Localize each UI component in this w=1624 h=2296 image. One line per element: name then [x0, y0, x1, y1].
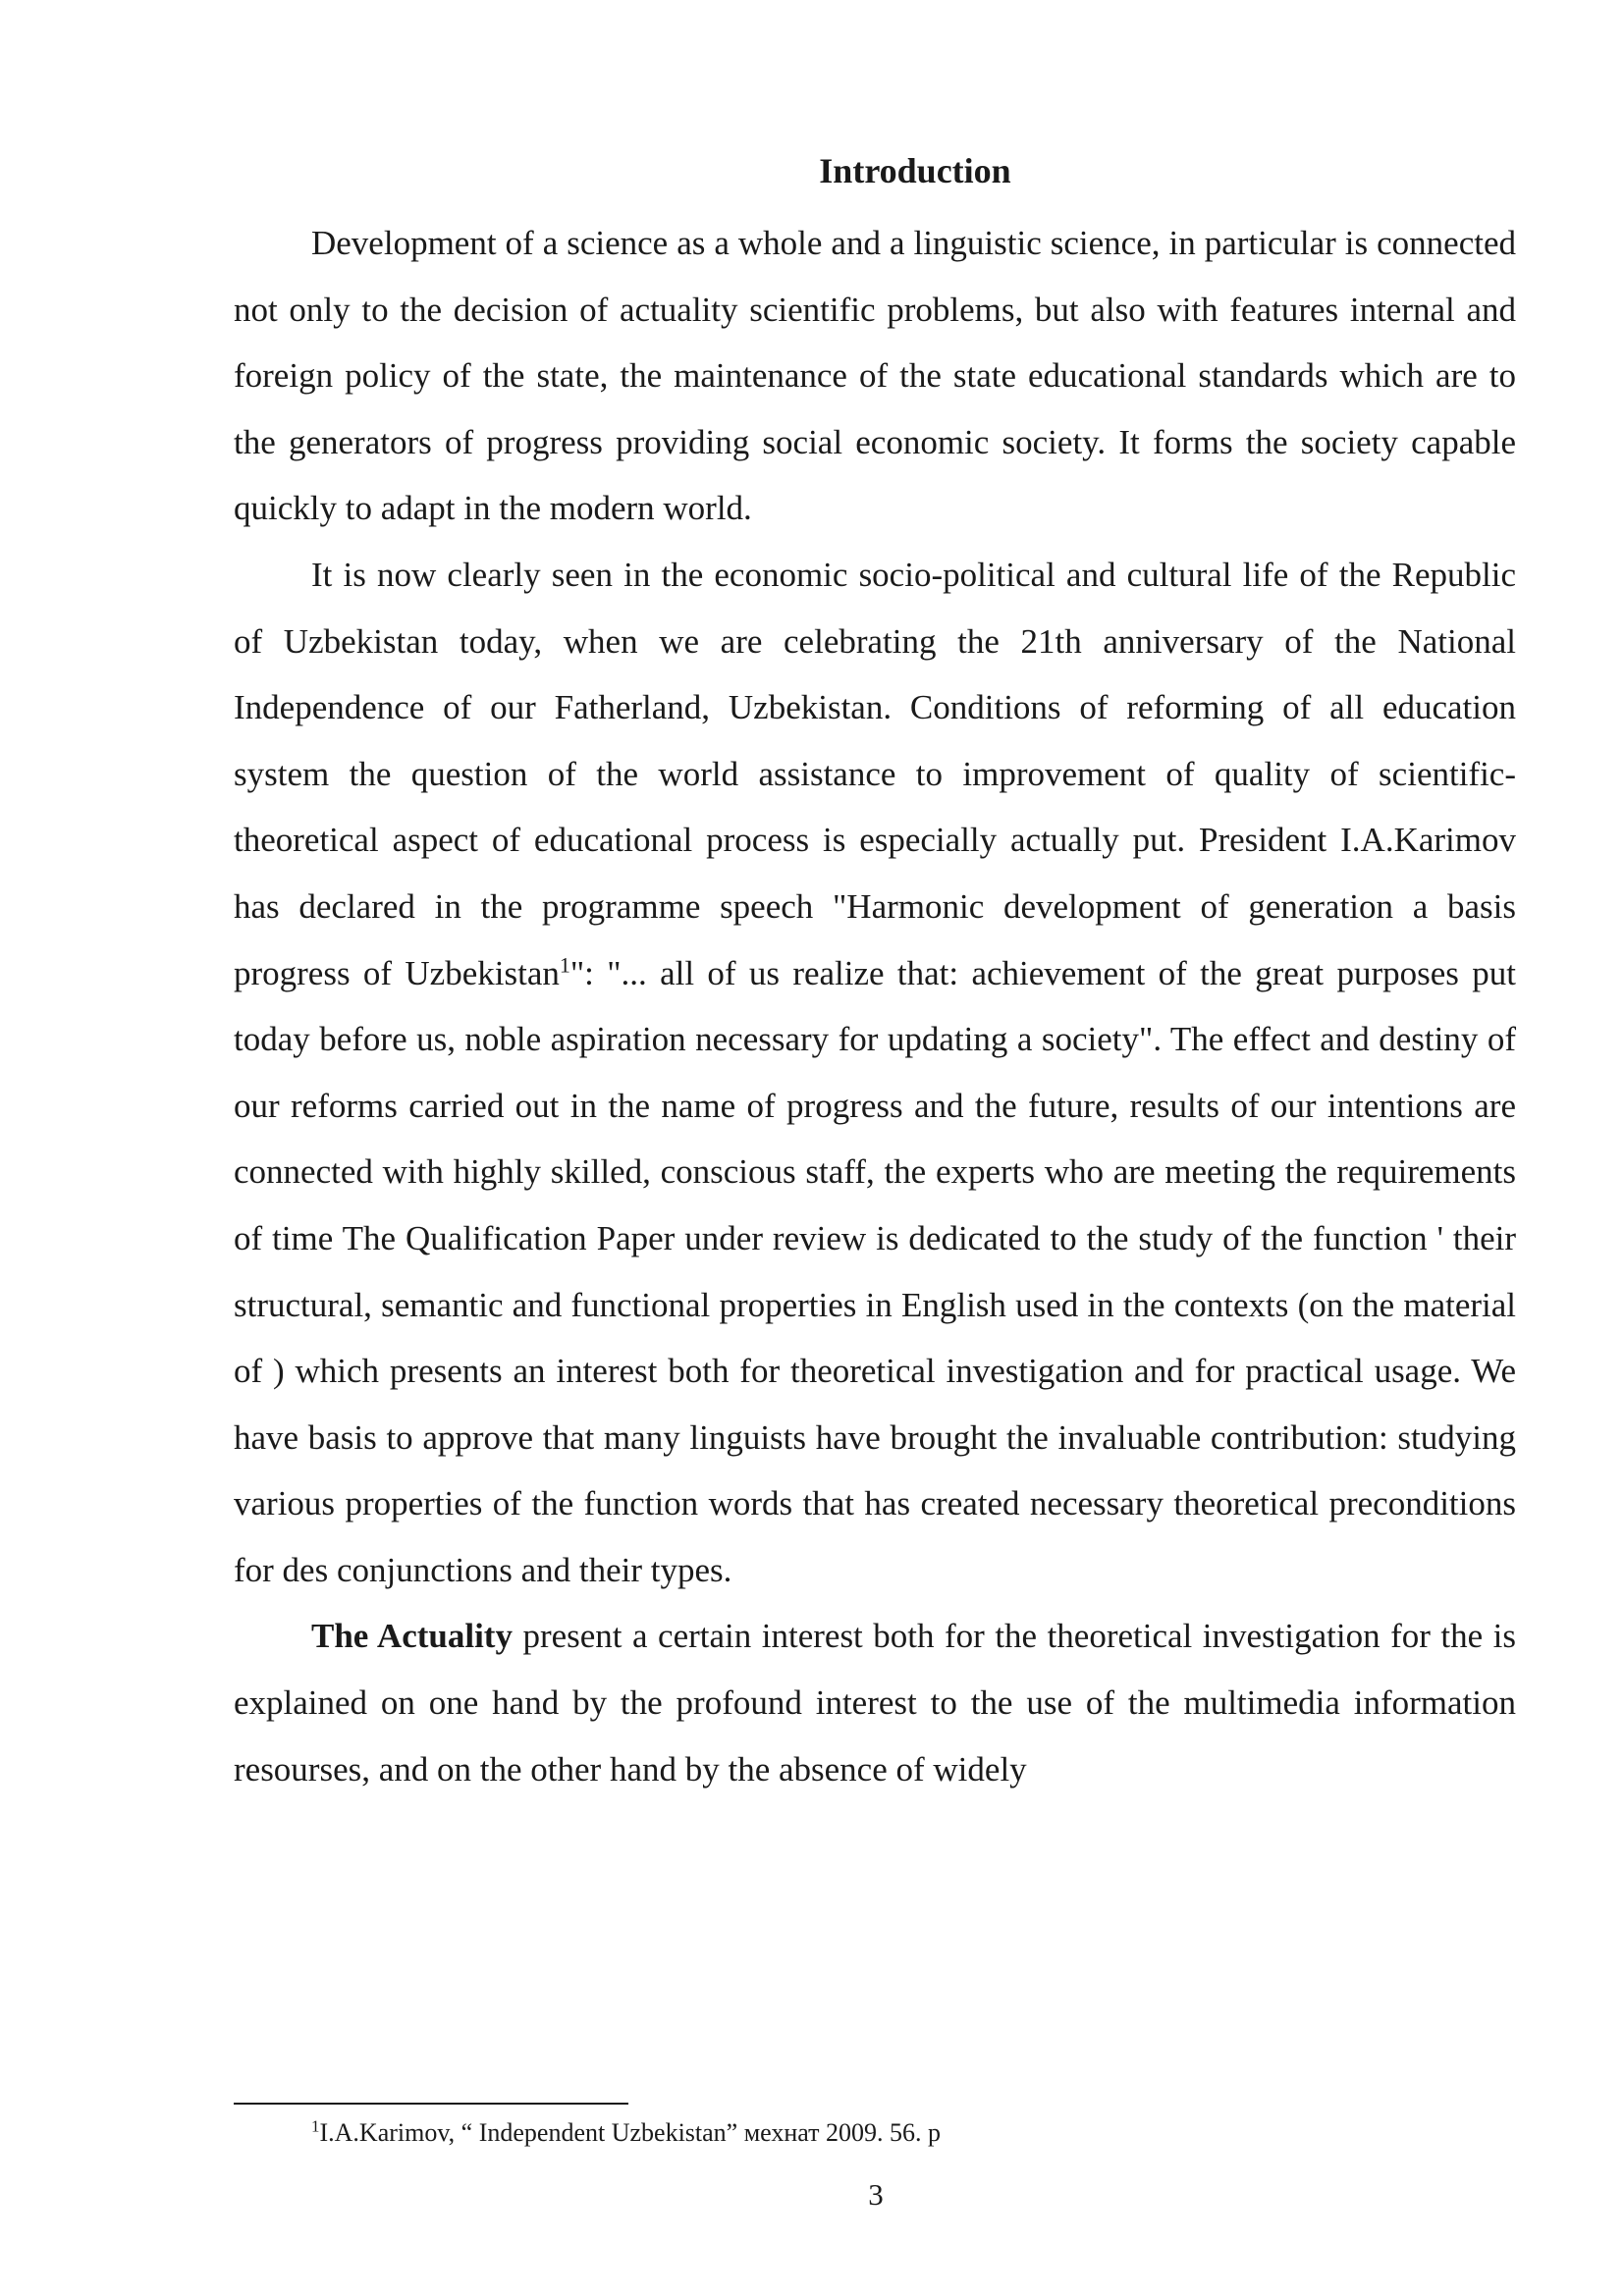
page-heading: Introduction — [819, 151, 1011, 190]
footnote-mark: 1 — [311, 2116, 320, 2136]
body-text — [234, 210, 1516, 1802]
footnote-reference: 1 — [559, 951, 570, 977]
footnote-separator — [234, 2103, 628, 2105]
page-number: 3 — [868, 2177, 884, 2212]
paragraph-2-text-end: ": "... all of us realize that: achievement of the great purposes put today before us, noble aspiration necessary for updating a society". The effect and destiny of our reforms carried out in the name of progress and the future, results of our intentions are connected with highly skilled, conscious staff, the experts who are meeting the requirements of time The Qualification Paper under review is dedicated to the study of the function ' their structural, semantic and functional properties in English used in the contexts (on the material of ) which presents an interest both for theoretical investigation and for practical usage. We have basis to approve that many linguists have brought the invaluable contribution: studying various properties of the function words that has created necessary theoretical preconditions for des conjunctions and their types. — [234, 953, 1516, 1589]
footnote-text: I.A.Karimov, “ Independent Uzbekistan” мехнат 2009. 56. р — [319, 2118, 942, 2147]
paragraph-3-text: present a certain interest both for the theoretical investigation for the is explained on one hand by the profound interest to the use of the multimedia information resourses, and on the other hand by the absence of widely — [234, 1617, 1516, 1789]
paragraph-2 — [234, 542, 1516, 1604]
paragraph-3 — [234, 1603, 1516, 1802]
paragraph-2-text-start: It is now clearly seen in the economic socio-political and cultural life of the Republic of Uzbekistan today, when we are celebrating the 21th anniversary of the National Independence of our Fatherland, Uzbekistan. Conditions of reforming of all education system the question of the world assistance to improvement of quality of scientific-theoretical aspect of educational process is especially actually put. President I.A.Karimov has declared in the programme speech "Harmonic development of generation a basis progress of Uzbekistan — [234, 555, 1516, 992]
footnote — [311, 2116, 941, 2150]
actuality-term: The Actuality — [311, 1617, 513, 1656]
paragraph-1: Development of a science as a whole and a linguistic science, in particular is connected not only to the decision of actuality scientific problems, but also with features internal and foreign policy of the state, the maintenance of the state educational standards which are to the generators of progress providing social economic society. It forms the society capable quickly to adapt in the modern world. — [234, 224, 1516, 528]
